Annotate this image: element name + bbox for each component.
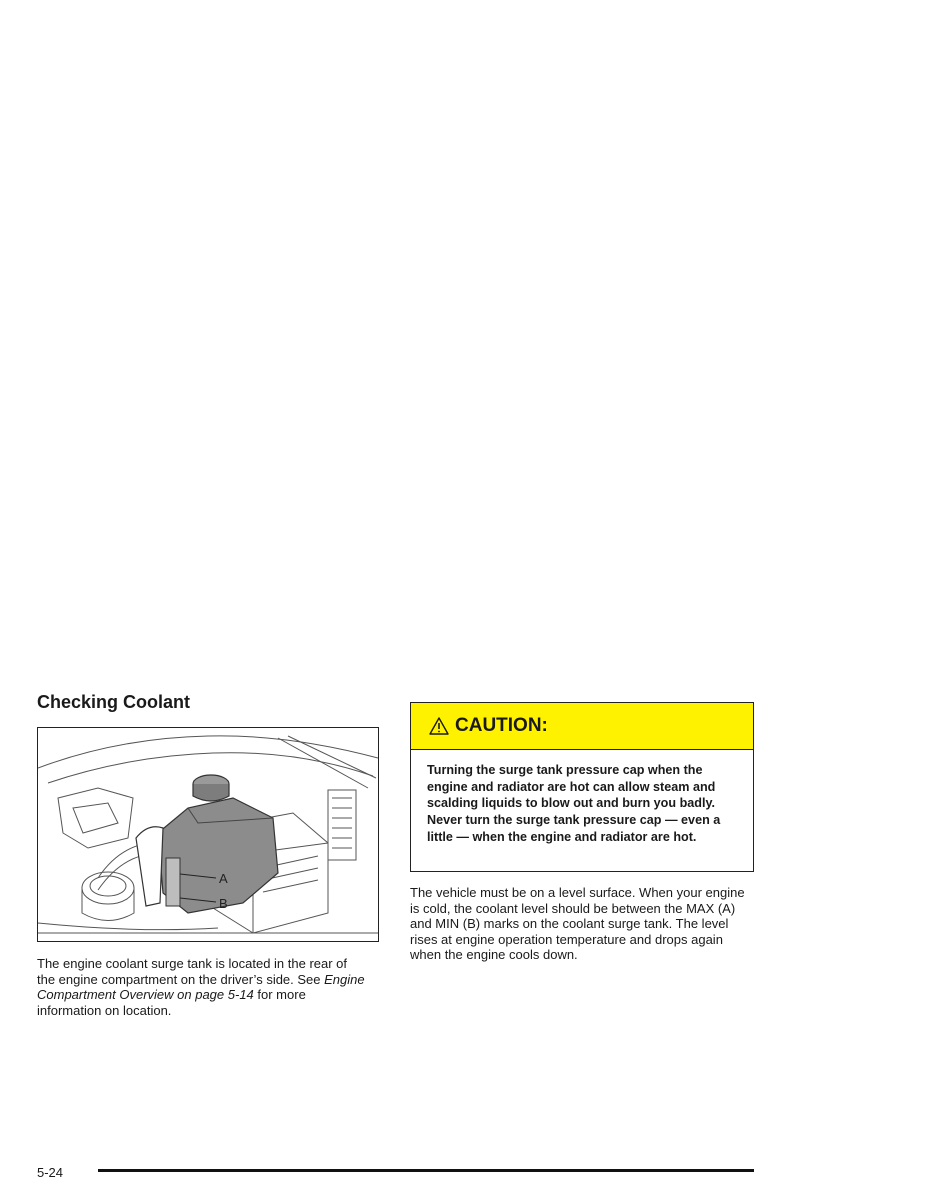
warning-triangle-icon [429, 717, 449, 735]
caution-box [410, 702, 754, 872]
engine-compartment-drawing [38, 728, 378, 941]
surge-tank-location-paragraph [37, 956, 367, 1018]
page-number: 5-24 [37, 1165, 64, 1180]
label-a: A [219, 871, 228, 886]
cross-reference-link[interactable]: Engine Compartment Overview on page 5-14 [37, 971, 365, 1002]
section-heading: Checking Coolant [37, 692, 191, 712]
label-b: B [219, 896, 228, 911]
footer-rule [98, 1169, 754, 1172]
paragraph-text: The engine coolant surge tank is located in the rear of the engine compartment on the driver’s side. See [37, 956, 348, 987]
coolant-surge-tank-illustration [37, 727, 379, 942]
caution-header [411, 703, 753, 750]
paragraph-text-end: for more information on location. [37, 987, 306, 1018]
coolant-level-paragraph: The vehicle must be on a level surface. When your engine is cold, the coolant level should be between the MAX (A) and MIN (B) marks on the coolant surge tank. The level rises at engine operation temperature and drops again when the engine cools down. [410, 885, 745, 962]
caution-title: CAUTION: [455, 715, 548, 736]
caution-body: Turning the surge tank pressure cap when the engine and radiator are hot can allow steam and scalding liquids to blow out and burn you badly. Never turn the surge tank pressure cap — even a little — when the engine and radiator are hot. [427, 763, 721, 844]
